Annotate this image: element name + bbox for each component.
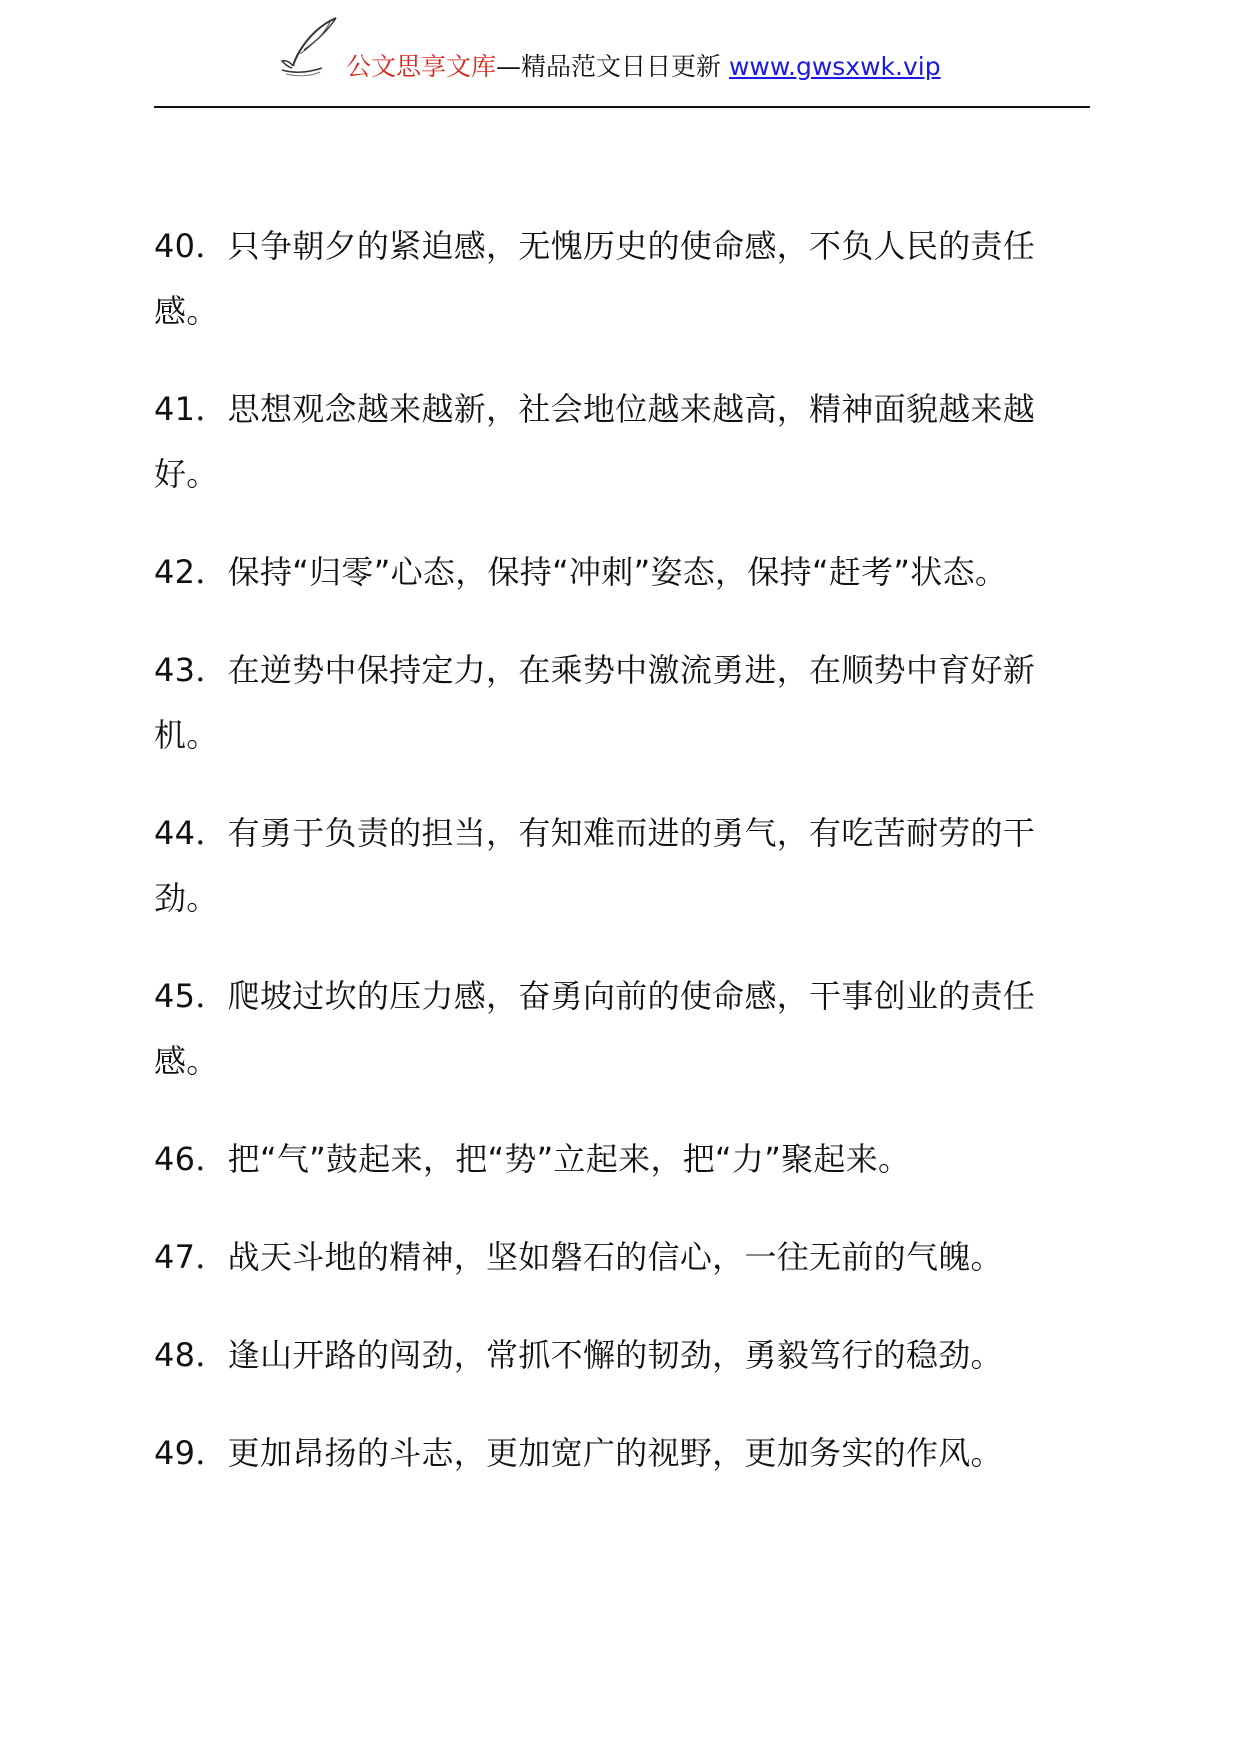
header-text [346, 50, 941, 84]
item-number: 49 [154, 1434, 196, 1472]
item-text: 思想观念越来越新，社会地位越来越高，精神面貌越来越好。 [154, 390, 1036, 493]
item-separator: ． [195, 1434, 228, 1472]
list-item [154, 214, 1094, 344]
brand-name: 公文思享文库 [346, 52, 497, 81]
item-text: 逢山开路的闯劲，常抓不懈的韧劲，勇毅笃行的稳劲。 [227, 1336, 1003, 1374]
item-separator: ． [195, 227, 228, 265]
item-separator: ． [195, 651, 228, 689]
list-item [154, 377, 1094, 507]
item-number: 40 [154, 227, 196, 265]
item-number: 43 [154, 651, 196, 689]
list-item [154, 964, 1094, 1094]
item-separator: ． [195, 814, 228, 852]
list-item [154, 540, 1094, 605]
list-item [154, 1421, 1094, 1486]
item-separator: ． [195, 1238, 228, 1276]
item-text: 爬坡过坎的压力感，奋勇向前的使命感，干事创业的责任感。 [154, 977, 1036, 1080]
item-number: 47 [154, 1238, 196, 1276]
item-number: 44 [154, 814, 196, 852]
header-divider [154, 106, 1090, 108]
quill-pen-icon [278, 14, 342, 78]
header-slogan: —精品范文日日更新 [496, 52, 729, 81]
item-text: 只争朝夕的紧迫感，无愧历史的使命感，不负人民的责任感。 [154, 227, 1036, 330]
item-separator: ． [195, 390, 228, 428]
page-header [0, 14, 1240, 84]
item-number: 45 [154, 977, 196, 1015]
item-text: 战天斗地的精神，坚如磐石的信心，一往无前的气魄。 [227, 1238, 1003, 1276]
list-item [154, 1127, 1094, 1192]
item-number: 42 [154, 553, 196, 591]
list-item [154, 1323, 1094, 1388]
list-item [154, 801, 1094, 931]
list-item [154, 1225, 1094, 1290]
item-text: 更加昂扬的斗志，更加宽广的视野，更加务实的作风。 [227, 1434, 1003, 1472]
item-text: 有勇于负责的担当，有知难而进的勇气，有吃苦耐劳的干劲。 [154, 814, 1036, 917]
item-number: 41 [154, 390, 196, 428]
item-number: 46 [154, 1140, 196, 1178]
item-text: 在逆势中保持定力，在乘势中激流勇进，在顺势中育好新机。 [154, 651, 1036, 754]
item-separator: ． [195, 553, 228, 591]
list-item [154, 638, 1094, 768]
item-separator: ． [195, 977, 228, 1015]
item-number: 48 [154, 1336, 196, 1374]
website-link[interactable]: www.gwsxwk.vip [728, 52, 941, 81]
document-body [154, 214, 1094, 1519]
item-separator: ． [195, 1140, 228, 1178]
item-text: 保持“归零”心态，保持“冲刺”姿态，保持“赶考”状态。 [227, 553, 1008, 591]
item-text: 把“气”鼓起来，把“势”立起来，把“力”聚起来。 [227, 1140, 911, 1178]
item-separator: ． [195, 1336, 228, 1374]
